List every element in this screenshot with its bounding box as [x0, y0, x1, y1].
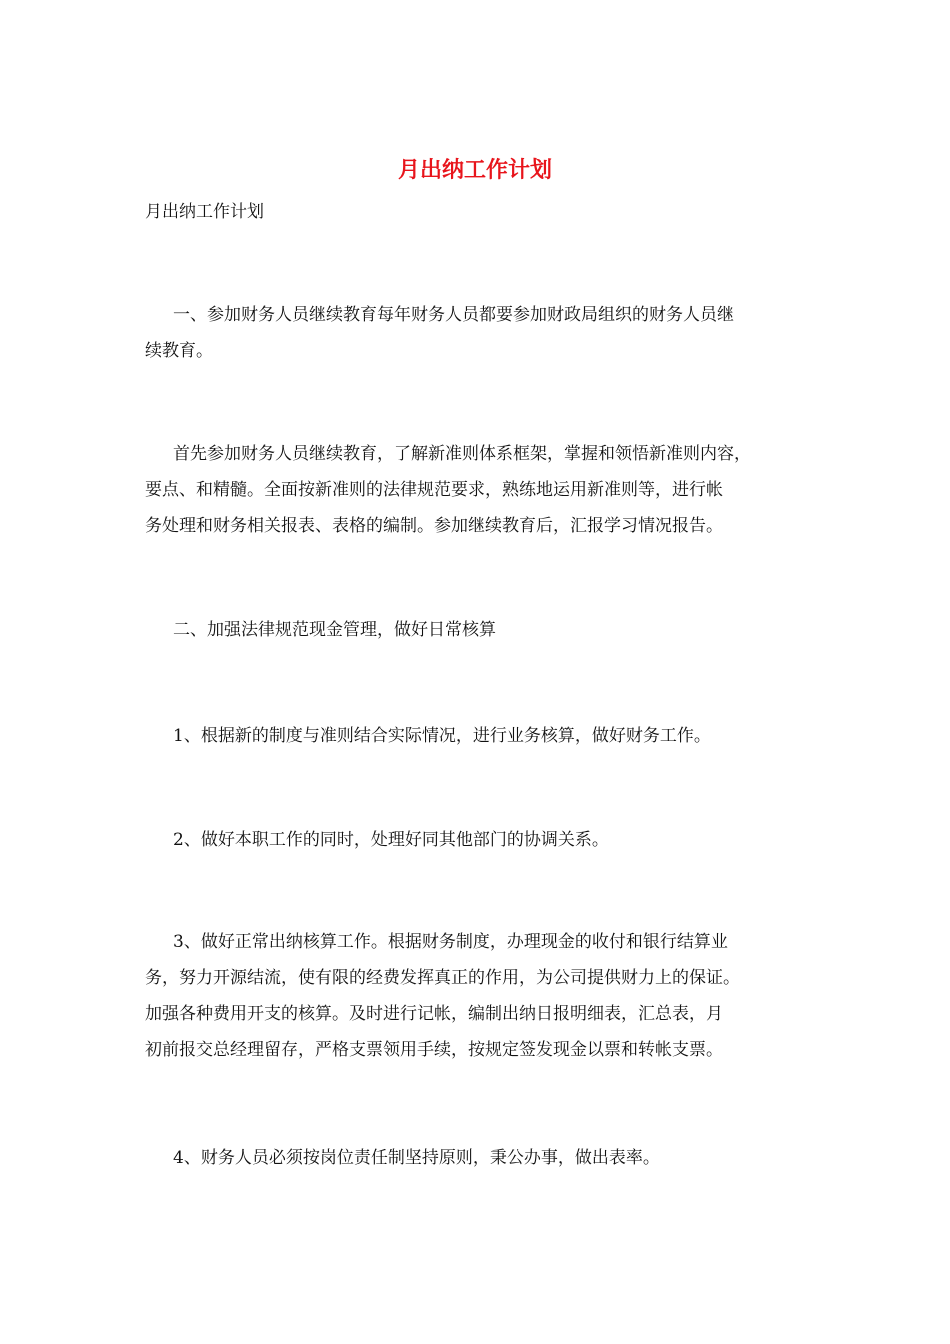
paragraph-item-1 — [145, 718, 810, 754]
paragraph-line: 3、做好正常出纳核算工作。根据财务制度，办理现金的收付和银行结算业 — [173, 932, 728, 952]
paragraph-new-standards — [145, 436, 810, 544]
paragraph-item-3 — [145, 924, 810, 1068]
paragraph-line: 初前报交总经理留存，严格支票领用手续，按规定签发现金以票和转帐支票。 — [145, 1040, 723, 1060]
paragraph-line: 首先参加财务人员继续教育，了解新准则体系框架，掌握和领悟新准则内容， — [173, 444, 751, 464]
paragraph-line: 加强各种费用开支的核算。及时进行记帐，编制出纳日报明细表，汇总表，月 — [145, 1004, 723, 1024]
paragraph-line: 务处理和财务相关报表、表格的编制。参加继续教育后，汇报学习情况报告。 — [145, 516, 723, 536]
paragraph-item-4 — [145, 1140, 810, 1176]
paragraph-continuing-education — [145, 297, 810, 369]
paragraph-line: 2、做好本职工作的同时，处理好同其他部门的协调关系。 — [173, 830, 609, 850]
document-title: 月出纳工作计划 — [397, 157, 552, 183]
paragraph-line: 务，努力开源结流，使有限的经费发挥真正的作用，为公司提供财力上的保证。 — [145, 968, 740, 988]
paragraph-line: 一、参加财务人员继续教育每年财务人员都要参加财政局组织的财务人员继 — [173, 305, 734, 325]
paragraph-line: 续教育。 — [145, 341, 213, 361]
paragraph-item-2 — [145, 822, 810, 858]
paragraph-line: 4、财务人员必须按岗位责任制坚持原则，秉公办事，做出表率。 — [173, 1148, 660, 1168]
paragraph-line: 二、加强法律规范现金管理，做好日常核算 — [173, 620, 496, 640]
paragraph-line: 要点、和精髓。全面按新准则的法律规范要求，熟练地运用新准则等，进行帐 — [145, 480, 723, 500]
paragraph-line: 1、根据新的制度与准则结合实际情况，进行业务核算，做好财务工作。 — [173, 726, 711, 746]
document-subtitle: 月出纳工作计划 — [145, 202, 264, 222]
section-heading-cash-management — [145, 612, 810, 648]
